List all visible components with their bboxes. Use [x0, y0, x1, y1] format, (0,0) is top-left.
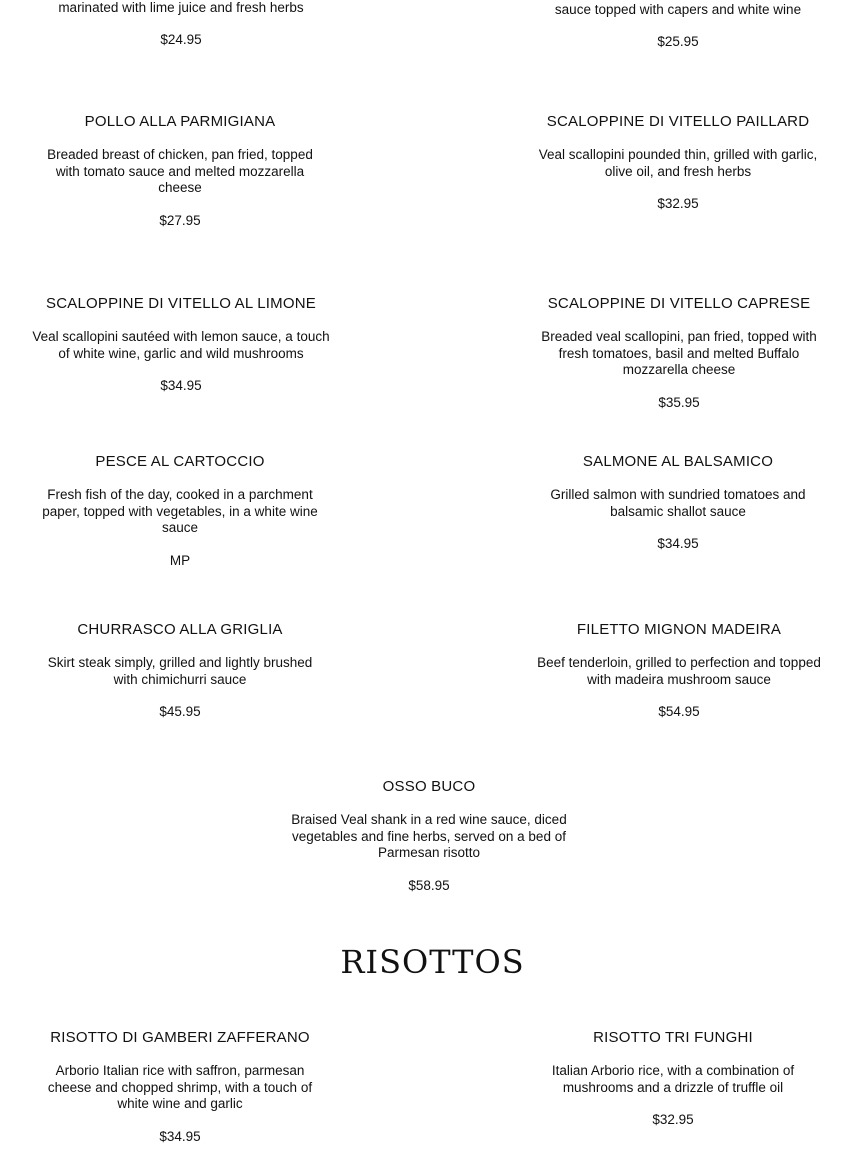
menu-item-partial-right: [536, 2, 820, 50]
menu-item-salmone-al-balsamico: [536, 453, 820, 552]
menu-item-name: SCALOPPINE DI VITELLO CAPRESE: [547, 295, 811, 312]
menu-item-description: Skirt steak simply, grilled and lightly brushed with chimichurri sauce: [47, 655, 313, 687]
menu-item-price: $34.95: [159, 1128, 201, 1144]
menu-item-description: Grilled salmon with sundried tomatoes and balsamic shallot sauce: [550, 487, 806, 519]
menu-item-name: CHURRASCO ALLA GRIGLIA: [77, 621, 283, 638]
menu-item-description: Beef tenderloin, grilled to perfection and topped with madeira mushroom sauce: [537, 655, 821, 687]
menu-item-description: Arborio Italian rice with saffron, parmesan cheese and chopped shrimp, with a touch of white wine and garlic: [47, 1063, 313, 1111]
menu-item-description: Braised Veal shank in a red wine sauce, diced vegetables and fine herbs, served on a bed of Parmesan risotto: [291, 812, 567, 860]
menu-item-risotto-tri-funghi: [531, 1029, 815, 1128]
menu-item-price: $32.95: [657, 196, 699, 211]
menu-item-name: SCALOPPINE DI VITELLO AL LIMONE: [46, 295, 316, 312]
menu-item-risotto-gamberi-zafferano: [36, 1029, 324, 1145]
menu-item-description: Breaded breast of chicken, pan fried, topped with tomato sauce and melted mozzarella cheese: [47, 147, 313, 195]
menu-item-price: $35.95: [658, 394, 700, 410]
menu-item-name: RISOTTO DI GAMBERI ZAFFERANO: [50, 1029, 310, 1046]
section-title-risottos: RISOTTOS: [340, 943, 525, 981]
menu-item-name: PESCE AL CARTOCCIO: [95, 453, 265, 470]
menu-item-osso-buco: [280, 778, 578, 894]
menu-item-price: MP: [169, 552, 191, 568]
menu-item-name: FILETTO MIGNON MADEIRA: [576, 621, 782, 638]
menu-item-description: Veal scallopini pounded thin, grilled with garlic, olive oil, and fresh herbs: [538, 147, 818, 179]
menu-item-churrasco-alla-griglia: [36, 621, 324, 720]
menu-item-name: SCALOPPINE DI VITELLO PAILLARD: [546, 113, 810, 130]
menu-item-description: Veal scallopini sautéed with lemon sauce, a touch of white wine, garlic and wild mushrooms: [32, 329, 330, 361]
menu-item-partial-left: [40, 0, 322, 48]
menu-item-price: $34.95: [160, 378, 202, 393]
menu-item-description: Breaded veal scallopini, pan fried, topped with fresh tomatoes, basil and melted Buffalo mozzarella cheese: [541, 329, 817, 377]
menu-item-pesce-al-cartoccio: [32, 453, 328, 569]
menu-item-name: POLLO ALLA PARMIGIANA: [84, 113, 276, 130]
menu-item-scaloppine-al-limone: [28, 295, 334, 394]
menu-item-description: Italian Arborio rice, with a combination of mushrooms and a drizzle of truffle oil: [551, 1063, 795, 1095]
menu-item-price: $32.95: [652, 1112, 694, 1127]
menu-item-price: $24.95: [160, 31, 202, 47]
menu-item-price: $54.95: [658, 704, 700, 719]
menu-item-name: RISOTTO TRI FUNGHI: [593, 1029, 753, 1046]
menu-item-price: $25.95: [657, 33, 699, 49]
menu-item-scaloppine-caprese: [531, 295, 827, 411]
menu-item-price: $34.95: [657, 536, 699, 551]
menu-item-price: $58.95: [408, 877, 450, 893]
menu-item-price: $45.95: [159, 704, 201, 719]
menu-item-description: marinated with lime juice and fresh herbs: [58, 0, 304, 15]
menu-item-pollo-alla-parmigiana: [36, 113, 324, 229]
menu-item-description: sauce topped with capers and white wine: [554, 2, 802, 17]
menu-item-scaloppine-paillard: [526, 113, 830, 212]
menu-item-name: OSSO BUCO: [382, 778, 476, 795]
menu-item-price: $27.95: [159, 212, 201, 228]
menu-item-name: SALMONE AL BALSAMICO: [582, 453, 774, 470]
menu-item-description: Fresh fish of the day, cooked in a parchment paper, topped with vegetables, in a white wine sauce: [42, 487, 318, 535]
menu-item-filetto-mignon-madeira: [524, 621, 834, 720]
